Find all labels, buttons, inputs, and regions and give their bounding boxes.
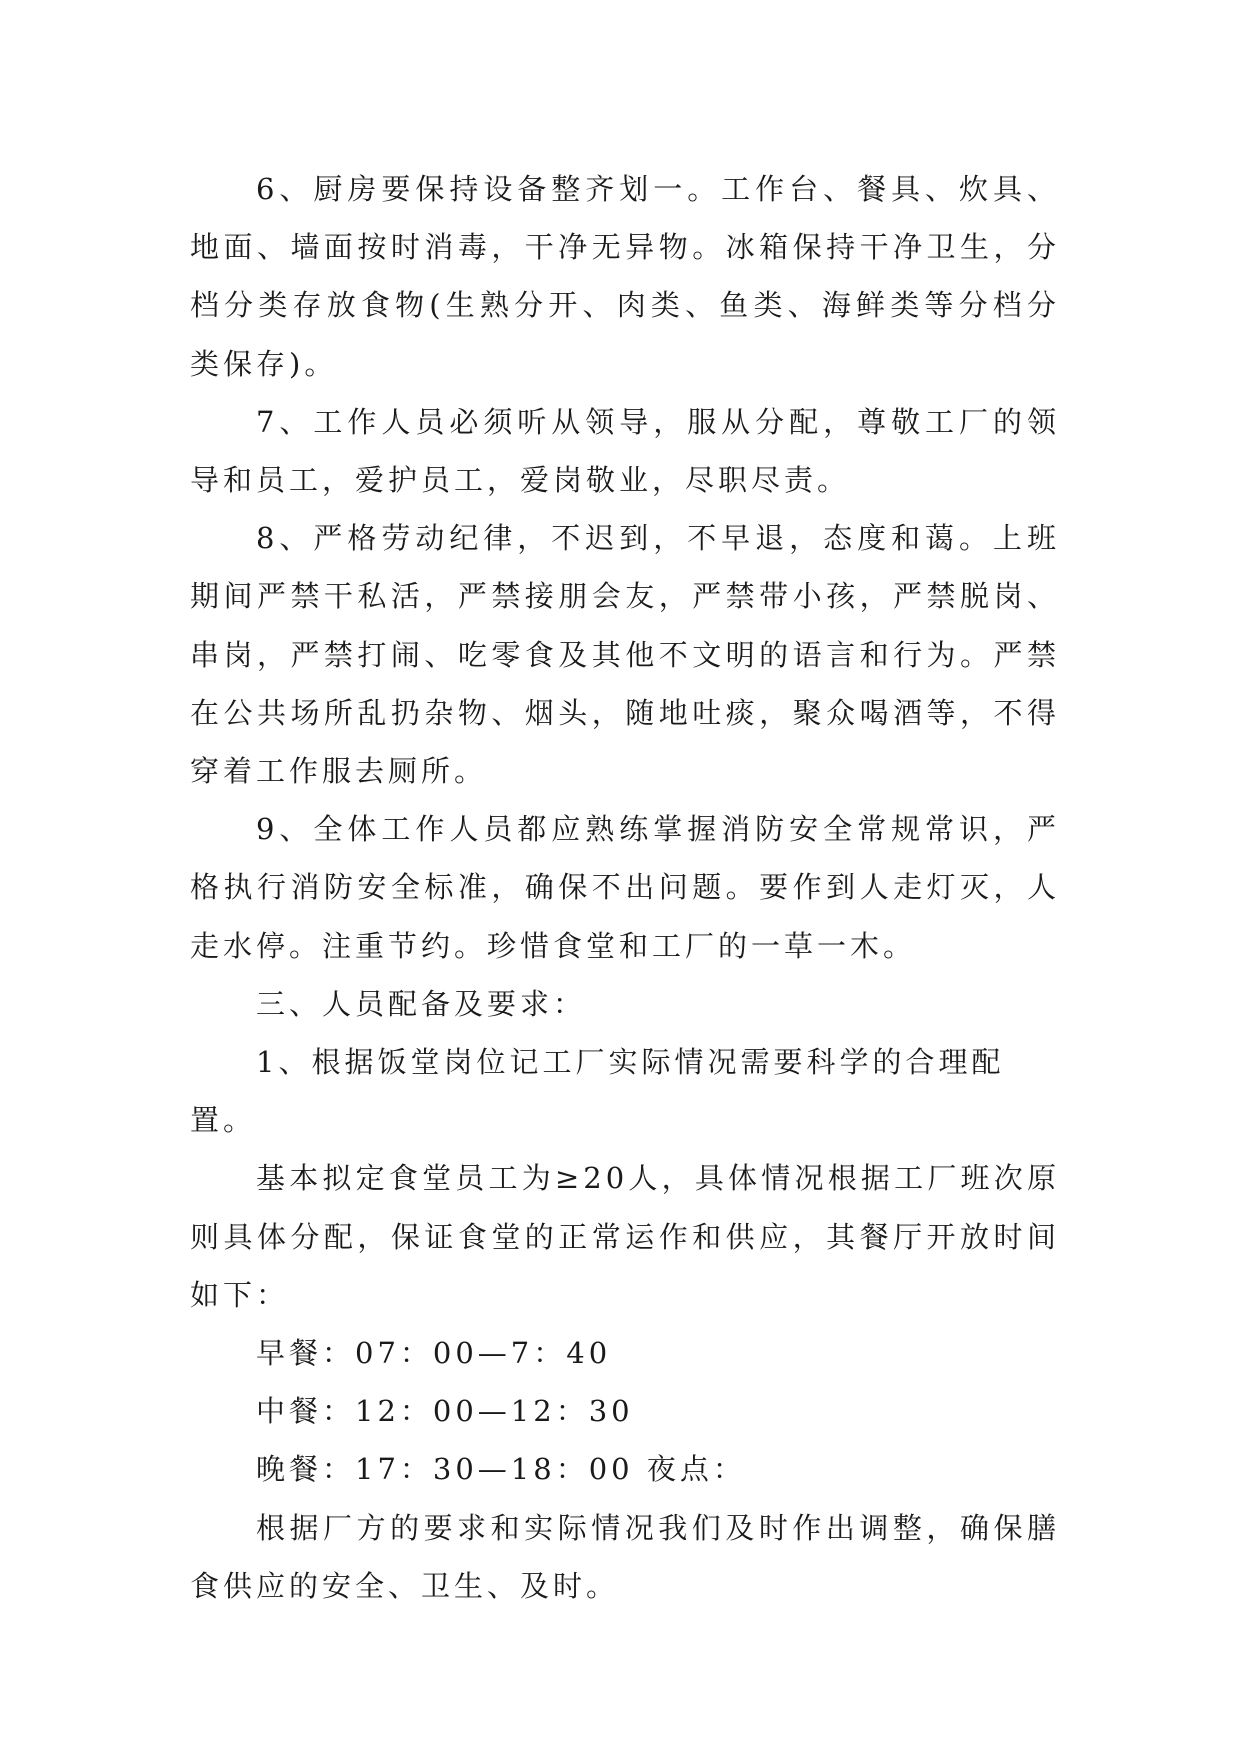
paragraph-item-7: 7、工作人员必须听从领导，服从分配，尊敬工厂的领导和员工，爱护员工，爱岗敬业，尽职尽责。 (190, 404, 1060, 498)
paragraph-item-8: 8、严格劳动纪律，不迟到，不早退，态度和蔼。上班期间严禁干私活，严禁接朋会友，严禁带小孩，严禁脱岗、串岗，严禁打闹、吃零食及其他不文明的语言和行为。严禁在公共场所乱扔杂物、烟头，随地吐痰，聚众喝酒等，不得穿着工作服去厕所。 (190, 521, 1060, 789)
paragraph-adjustment: 根据厂方的要求和实际情况我们及时作出调整，确保膳食供应的安全、卫生、及时。 (190, 1510, 1060, 1603)
paragraph-item-9: 9、全体工作人员都应熟练掌握消防安全常规常识，严格执行消防安全标准，确保不出问题。要作到人走灯灭，人走水停。注重节约。珍惜食堂和工厂的一草一木。 (190, 812, 1060, 963)
paragraph-staff-count: 基本拟定食堂员工为≥20人，具体情况根据工厂班次原则具体分配，保证食堂的正常运作和供应，其餐厅开放时间如下： (190, 1161, 1060, 1312)
breakfast-hours: 早餐：07：00—7：40 (256, 1336, 612, 1371)
document-body (190, 160, 1060, 1615)
lunch-hours: 中餐：12：00—12：30 (256, 1394, 634, 1429)
dinner-hours: 晚餐：17：30—18：00 夜点： (256, 1452, 746, 1487)
paragraph-item-1: 1、根据饭堂岗位记工厂实际情况需要科学的合理配置。 (190, 1045, 1005, 1138)
paragraph-item-6: 6、厨房要保持设备整齐划一。工作台、餐具、炊具、地面、墙面按时消毒，干净无异物。冰箱保持干净卫生，分档分类存放食物(生熟分开、肉类、鱼类、海鲜类等分档分类保存)。 (190, 172, 1060, 381)
section-heading-staffing: 三、人员配备及要求： (256, 986, 587, 1021)
